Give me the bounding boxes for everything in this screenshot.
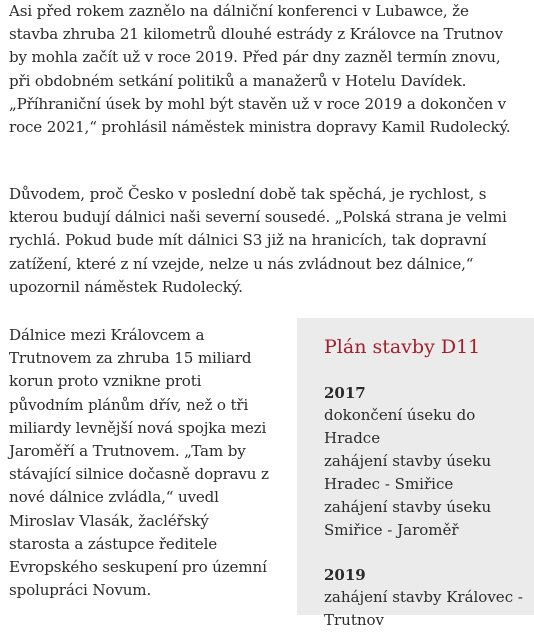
- article-paragraph: Asi před rokem zaznělo na dálniční konferenci v Lubawce, že stavba zhruba 21 kilometrů dlouhé estrády z Královce na Trutnov by mohla začít už v roce 2019. Před pár dny zazněl termín znovu, při obdobném setkání politiků a manažerů v Hotelu Davídek. „Příhraniční úsek by mohl být stavěn už v roce 2019 a dokončen v roce 2021,“ prohlásil náměstek ministra dopravy Kamil Rudolecký.: [9, 2, 511, 137]
- plan-item: zahájení stavby Královec - Trutnov: [324, 588, 523, 629]
- construction-plan-box: [297, 318, 534, 629]
- article-paragraph: Dálnice mezi Královcem a Trutnovem za zhruba 15 miliard korun proto vznikne proti původním plánům dřív, než o tři miliardy levnější nová spojka mezi Jaroměří a Trutnovem. „Tam by stávající silnice dočasně dopravu z nové dálnice zvládla,“ uvedl Miroslav Vlasák, žacléřský starosta a zástupce ředitele Evropského seskupení pro územní spolupráci Novum.: [9, 326, 269, 600]
- plan-year-group: [324, 564, 524, 632]
- plan-year: 2019: [324, 566, 366, 584]
- plan-year-group: [324, 382, 524, 542]
- article-paragraph: Důvodem, proč Česko v poslední době tak spěchá, je rychlost, s kterou budují dálnici naši severní sousedé. „Polská strana je velmi rychlá. Pokud bude mít dálnici S3 již na hranicích, tak dopravní zatížení, které z ní vzejde, nelze u nás zvládnout bez dálnice,“ upozornil náměstek Rudolecký.: [9, 185, 507, 296]
- construction-plan-title: Plán stavby D11: [324, 336, 481, 358]
- plan-item: zahájení stavby úseku Hradec - Smiřice: [324, 452, 492, 493]
- plan-year: 2017: [324, 384, 366, 402]
- plan-item: dokončení úseku do Hradce: [324, 406, 476, 447]
- plan-item: zahájení stavby úseku Smiřice - Jaroměř: [324, 498, 492, 539]
